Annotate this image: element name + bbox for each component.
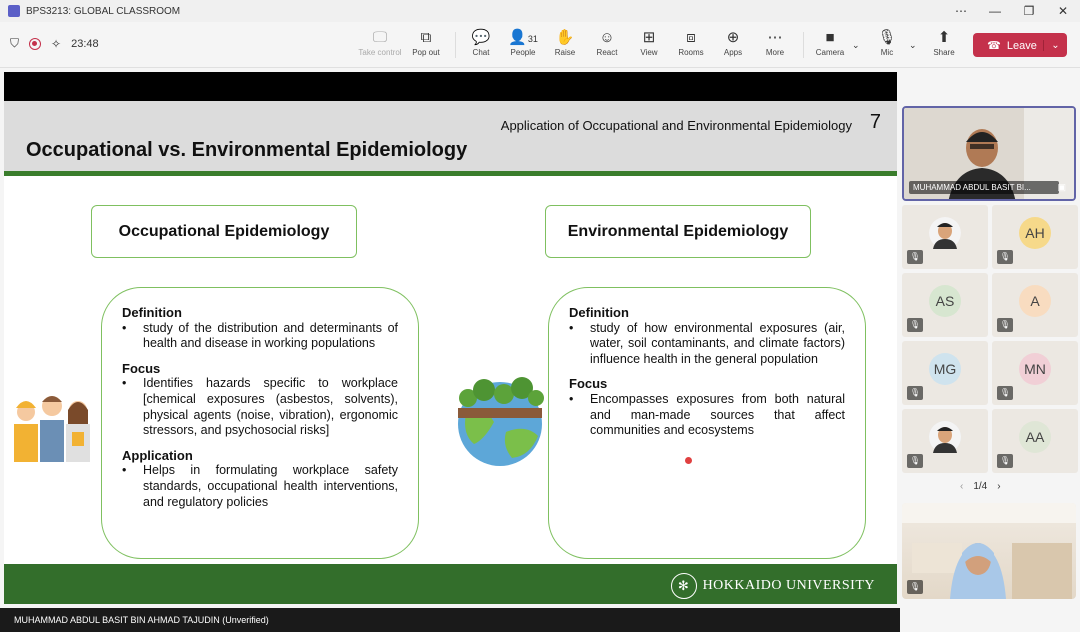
camera-icon: ■ [825,29,835,46]
toolbar-button-label: Take control [358,48,402,57]
more-options-icon[interactable]: ⋯ [955,4,967,18]
more-button[interactable] [749,28,801,57]
occupational-header-box: Occupational Epidemiology [91,205,357,258]
chevron-down-icon[interactable]: ⌄ [909,40,917,50]
title-bar [0,0,1080,22]
self-video [902,503,1076,599]
mic-off-icon: 🎙 [997,454,1013,468]
participant-tile[interactable] [902,341,988,405]
focus-text: Identifies hazards specific to workplace [chemical exposures (asbestos, solvents), physical agents (noise, vibration), ergonomic stressors, and psychosocial risks] [143,376,398,438]
toolbar-button-label: React [596,48,618,57]
meeting-toolbar [0,22,1080,68]
minimize-button[interactable]: — [989,4,1001,18]
slide-header [4,101,897,171]
toolbar-button-label: Rooms [678,48,704,57]
university-name: HOKKAIDO UNIVERSITY [702,578,875,593]
occupational-content-box [101,287,419,559]
mic-off-icon: 🎙 [907,386,923,400]
participant-tile[interactable] [992,205,1078,269]
rooms-icon: ⧈ [686,29,696,46]
toolbar-button-label: View [640,48,658,57]
participant-tile[interactable] [902,273,988,337]
phone-hangup-icon: ☎ [987,39,1001,52]
toolbar-button-label: More [765,48,785,57]
laser-pointer-dot [685,457,692,464]
shared-content-stage [0,68,900,632]
toolbar-divider [803,32,804,58]
avatar-initials: AS [929,285,961,317]
environmental-header-box: Environmental Epidemiology [545,205,811,258]
avatar-initials: AA [1019,421,1051,453]
react-icon: ☺ [599,29,615,46]
leave-label: Leave [1006,39,1037,52]
speaker-video-tile[interactable] [902,106,1076,201]
meeting-timer: 23:48 [71,37,99,50]
shield-icon[interactable]: ⛉ [10,36,20,50]
focus-heading: Focus [569,376,608,392]
self-video-tile[interactable] [902,503,1076,599]
teams-logo-icon [8,5,20,17]
camera-button[interactable] [804,28,856,57]
application-text: Helps in formulating workplace safety standards, occupational health interventions, and regulatory policies [143,463,398,509]
definition-heading: Definition [122,305,182,320]
list-item: • study of the distribution and determinants of health and disease in working populations [122,320,398,351]
mic-off-icon: 🎙 [997,250,1013,264]
presenter-caption: MUHAMMAD ABDUL BASIT BIN AHMAD TAJUDIN (Unverified) [0,608,900,632]
avatar-initials: A [1019,285,1051,317]
tile-pager [960,481,1001,492]
pop-out-icon: ⧉ [420,29,432,46]
list-item: • study of how environmental exposures (air, water, soil contaminants, and climate factors) influence health in the general population [569,320,845,366]
mic-button[interactable] [861,28,913,57]
mic-off-icon: 🎙 [907,318,923,332]
application-heading: Application [122,447,193,463]
chevron-right-icon[interactable]: › [997,481,1001,492]
avatar-initials: AH [1019,217,1051,249]
participant-count: 31 [527,34,538,44]
earth-trees-illustration [454,374,546,466]
share-icon: ⬆ [937,29,951,46]
toolbar-button-label: Raise [554,48,576,57]
slide-subtitle: Application of Occupational and Environmental Epidemiology [500,118,852,133]
participant-tile[interactable] [992,273,1078,337]
window-controls [944,0,1080,22]
header-divider [4,171,897,176]
recording-icon[interactable] [29,38,41,50]
mic-off-icon: 🎙 [907,250,923,264]
avatar-initials: MN [1019,353,1051,385]
close-button[interactable]: ✕ [1057,4,1069,18]
leave-button[interactable] [973,33,1067,57]
toolbar-button-label: People [510,48,536,57]
toolbar-divider [455,32,456,58]
participant-tile[interactable] [992,341,1078,405]
focus-heading: Focus [122,360,161,376]
presentation-slide [4,72,897,604]
participant-tile[interactable] [902,205,988,269]
people-icon: 👤31 [508,29,538,46]
toolbar-button-label: Pop out [412,48,440,57]
avatar [929,421,961,453]
environmental-content-box [548,287,866,559]
toolbar-button-label: Apps [723,48,743,57]
mic-off-icon: 🎙 [997,386,1013,400]
participant-tile[interactable] [992,409,1078,473]
more-icon: ⋯ [767,29,783,46]
slide-number: 7 [869,111,881,133]
speaker-name-tag: MUHAMMAD ABDUL BASIT BI... [909,181,1059,194]
chat-icon: 💬 [471,29,491,46]
page-indicator: 1/4 [973,481,988,492]
avatar [929,217,961,249]
list-item: • Encompasses exposures from both natural and man-made sources that affect communities and ecosystems [569,391,845,438]
list-item: • Identifies hazards specific to workplace [chemical exposures (asbestos, solvents), physical agents (noise, vibration), ergonomic stressors, and psychosocial risks] [122,376,398,438]
university-seal-icon: ✻ [671,573,697,599]
toolbar-button-label: Share [933,48,955,57]
screen-share-icon: ▣ [1057,182,1066,192]
raise-hand-icon: ✋ [555,29,575,46]
definition-heading: Definition [569,305,629,320]
toolbar-button-label: Mic [880,48,894,57]
chevron-down-icon[interactable]: ⌄ [1043,40,1067,51]
definition-text: study of how environmental exposures (air, water, soil contaminants, and climate factors) influence health in the general population [590,320,845,366]
participant-tile[interactable] [902,409,988,473]
take-control-button[interactable] [354,28,406,57]
toolbar-left [10,36,99,51]
toolbar-button-label: Chat [472,48,490,57]
focus-text: Encompasses exposures from both natural and man-made sources that affect communities and ecosystems [590,391,845,438]
apps-icon: ⊕ [726,29,740,46]
slide-title: Occupational vs. Environmental Epidemiology [26,139,468,161]
share-button[interactable] [918,28,970,57]
mic-off-icon: 🎙 [907,580,923,594]
window-title: BPS3213: GLOBAL CLASSROOM [26,5,181,17]
view-icon: ⊞ [642,29,656,46]
university-logo [671,573,875,599]
pop-out-button[interactable] [400,28,452,57]
participant-panel [900,68,1080,632]
mic-off-icon: 🎙 [877,29,897,46]
workers-illustration [10,382,94,467]
sparkle-icon[interactable]: ✧ [51,36,62,51]
slide-footer [4,564,897,604]
list-item: • Helps in formulating workplace safety standards, occupational health interventions, and regulatory policies [122,463,398,509]
chevron-left-icon[interactable]: ‹ [960,481,964,492]
avatar-initials: MG [929,353,961,385]
take-control-icon: 🖵 [372,29,388,46]
slide-top-bar [4,72,897,101]
chevron-down-icon[interactable]: ⌄ [852,40,860,50]
definition-text: study of the distribution and determinants of health and disease in working populations [143,320,398,351]
mic-off-icon: 🎙 [997,318,1013,332]
maximize-button[interactable]: ❐ [1023,4,1035,18]
mic-off-icon: 🎙 [907,454,923,468]
toolbar-button-label: Camera [815,48,845,57]
